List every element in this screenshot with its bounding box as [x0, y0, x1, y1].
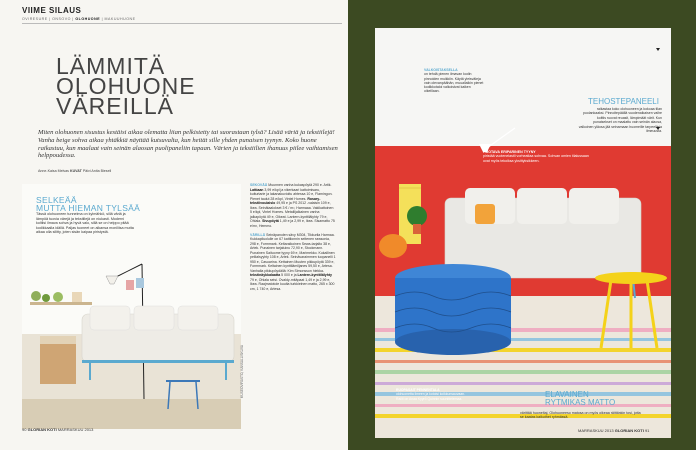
- subheading-body: Tässä olohuoneen tunnelma on kylmähkö, sillä väriä ja lämpöä tuovia värejä ja tekstiilejä on niukasti. Moderni koltiisi ilmava sohva ja hyvä valo, sillä se on helppo pitää kodikkaalla idällä. Paljas tuoneet on aikansa moniliisa mutta aikaa olla silitty, joten sisän kaipaa piristystä.: [36, 212, 134, 235]
- product-text: Seinäpanolen sävy M304, Tikkurila Harmaa. Kukkapiluolulle on 67 kattilonnin seitenen seasonia, 298 e, Formmark. Keltaraikoinen Sewa-tarjalto 38 e, Artek. Punainen tarjaluinu 72,90 e, Stockmann. Punainen Saituome tyyny 69 e, Marimekko. Kukallinen peilialsyyhty 108 e, Artek. Seinävaraimmen tuopanelli 1 950 e, Casuarina. Kettainen Muuten pikkupöytä 339 e, Formmark. Keltainen kynttilämiljanes 59,50 e, Artesa. Vanhalla pikkupöydällä: Kim Simonsson hiekka-: [250, 232, 336, 273]
- caption-text: piristää vuotenelastli vorheatlaa sohvaa. Sohvan omien tilalussaan ovat myös tekoiksa yksittyksikkeen.: [483, 154, 589, 163]
- page-number: 90: [22, 427, 27, 432]
- product-text: 79 e, Ohlala seisi. Ovaldy-mitäpaat 1,49 e ja 2,99 e, Ikea. Raajmatotole kuulta turkkielnen matto, 265 x 300 cm, 1 740 e, Artesa.: [250, 277, 335, 291]
- lead-paragraph: Miten olohuonen sisustus kestäisi aikaa olematta liian pelkistetty tai suorastaan tylsä? Lisää väriä ja tekstiilejä! Vanha beige sohva aikaa yhtäkkiä näyttää kutsuvalta, kun heität sille yhden punaisen tyynyn. Koko huone raikastuu, kun maalaat vain seinän alaosan puolipaneliin tapaan. Värien ja tekstiilien ihanuus piilee vaihtamisen helppoudessa.: [38, 129, 338, 160]
- caption-tehostepaneeli-text: raikastaa koko olohuoneen ja kokoaa tilan puolankaaksi. Pinnoitepäällä vuodenaikaisen vaihe koittis ruovat reuasit, lämpimäät värit. Kun punaisekset on maalattu vain seinän alaosa, valkoinen yläosa jää seinamaan huomeille tarpeellisia ilmeuusta.: [578, 107, 662, 134]
- caption-heading-line: ELAVAINEN: [545, 390, 589, 399]
- product-list-heading: SEKOVÄÄ: [250, 183, 268, 187]
- page-number: 91: [644, 428, 650, 433]
- breadcrumb-item: OVIRESURE: [22, 17, 48, 21]
- living-room-photo-after: [375, 28, 671, 438]
- caption-tyyny: [483, 150, 595, 163]
- byline: [38, 169, 111, 173]
- magazine-name: GLORIAN KOTI: [614, 428, 644, 433]
- product-text: 1,49 e ja 2,99 e, Ikea. Sisamatto 75 e/m², Hemmo.: [250, 219, 335, 228]
- arrow-icon: [656, 127, 660, 130]
- product-text: Muunnen vanha kukaspöytä 290 e. Artik.: [268, 183, 332, 187]
- page-title: [56, 53, 196, 119]
- product-name: tekstinäykkalaatta: [250, 273, 281, 277]
- caption-tehostepaneeli-heading: TEHOSTEPANEELI: [588, 97, 659, 106]
- divider: [22, 23, 342, 24]
- product-name: Lantern-kynttilälyhty: [297, 273, 332, 277]
- product-name: Lattiaan: [250, 187, 264, 192]
- title-line: OLOHUONE: [56, 73, 196, 99]
- caption-heading-line: RYTMIKAS MATTO: [545, 398, 616, 407]
- page-folio-left: [22, 427, 93, 432]
- caption-heading: VALKOISTAKSELLA: [424, 68, 458, 72]
- subheading-line: SELKEÄÄ: [36, 195, 77, 205]
- caption-text: olohuonetta ilmeen ja kotoisi koikkunsauvaan. Raiiti on Anaa Kyyrö Quinnin suunittelemaa.: [396, 392, 465, 401]
- breadcrumb: OVIRESURE | ONSOVO | OLOHUONE | MAKUUHUONE: [22, 17, 136, 21]
- product-name: Sivupöytä: [262, 219, 279, 223]
- breadcrumb-item: MAKUUHUONE: [104, 17, 136, 21]
- caption-matto-heading: [545, 391, 615, 407]
- title-line: VÄREILLÄ: [56, 93, 174, 119]
- product-list-column: [250, 183, 336, 291]
- product-text: 49,95 e ja PS 2012 -valaisin 109 e, Ikea. Seinätaalokset 3 € / m², Harmaaa. Vakikattoinen 5 e/kpl, Vintel Homes. Metallijalkainen vanha jalkapöytä 49 e, Oikeat. Lantern-kynttilälyhty 79 e, Ohlala.: [250, 201, 334, 223]
- section-title: VIIME SILAUS: [22, 6, 82, 15]
- breadcrumb-item: ONSOVO: [52, 17, 71, 21]
- product-text: 3,99 e/kpl ja vikerkaari kattoimisaru, kuiturtarie ja lakanakuvioitu ahtessa 10 e, Flamingon. Pienet taulut 28 e/kpl, Vintel Homes.: [250, 187, 333, 201]
- caption-pennentala: [396, 388, 468, 401]
- page-folio-right: [578, 428, 649, 433]
- breadcrumb-current: OLOHUONE: [75, 17, 101, 21]
- title-line: LÄMMITÄ: [56, 53, 166, 79]
- caption-valkoista: [424, 68, 484, 94]
- caption-heading: HUOTAVA ERIPARINEN TYYNY: [483, 150, 536, 154]
- product-text: 5 000 e ja: [281, 273, 297, 277]
- caption-text: on tehdä pienen ilmavan kodin pinnoiden muikkiin. Käytä yleisväleja vain olevanpäähän, muuallaikin pienet kodikkotaloi valkoistvat kaiken oikeillaan.: [424, 72, 484, 94]
- byline-photographer: Päivi Anita Biesell: [82, 169, 112, 173]
- issue-date: MARRASKUU 2013: [57, 427, 94, 432]
- subheading-line: MUTTA HIEMAN TYLSÄÄ: [36, 203, 141, 213]
- caption-matto-text: värittää huoneltaj. Olohuoneeso matosa on myös oikeaa räittänkin tosi, jotta se kaatas kaikuthet ryhmässä.: [520, 411, 641, 420]
- product-list-heading: VÄRILLÄ: [250, 232, 266, 237]
- byline-label: KUVAT: [69, 169, 82, 173]
- caption-heading: RUOPASAIT PENNENTALA: [396, 388, 440, 392]
- issue-date: MARRASKUU 2013: [578, 428, 614, 433]
- photo-credit: MUSEOVIRASTO, KANSALLISKUVA: [240, 345, 244, 399]
- product-name: Rosary-tekstiivoulaislo: [250, 196, 321, 205]
- arrow-icon: [656, 48, 660, 51]
- magazine-name: GLORIAN KOTI: [27, 427, 57, 432]
- subheading-selkea: [36, 196, 140, 212]
- byline-author: Anne-Kaisa Melvas: [38, 169, 69, 173]
